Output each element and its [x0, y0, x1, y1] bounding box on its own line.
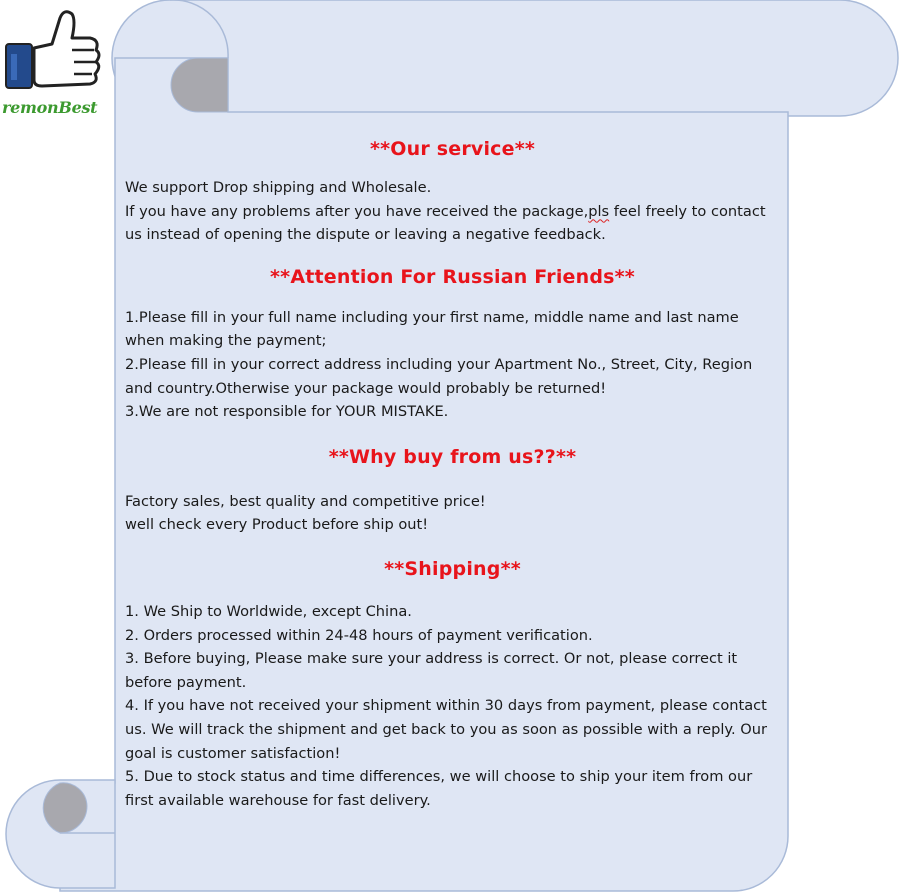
text-run: We support Drop shipping and Wholesale. If you have any problems after you have received the package, — [125, 179, 589, 220]
thumbs-up-icon — [2, 4, 112, 100]
brand-logo-text: remonBest — [2, 98, 98, 117]
spellcheck-marked-word: pls — [588, 202, 610, 220]
paragraph-shipping: 1. We Ship to Worldwide, except China. 2. Orders processed within 24-48 hours of payment verification. 3. Before buying, Please make sure your address is correct. Or not, please correct it before payment. 4. If you have not received your shipment within 30 days from payment, please contact us. We will track the shipment and get back to you as soon as possible with a reply. Our goal is customer satisfaction! 5. Due to stock status and time differences, we will choose to ship your item from our first available warehouse for fast delivery. — [125, 602, 768, 809]
heading-attention-russian: **Attention For Russian Friends** — [270, 265, 635, 288]
heading-shipping: **Shipping** — [384, 557, 521, 580]
text-run: feel freely to contact us instead of opening the dispute or leaving a negative feedback. — [125, 202, 766, 244]
paragraph-attention-russian: 1.Please fill in your full name including your first name, middle name and last name when making the payment; 2.Please fill in your correct address including your Apartment No., Street, City, Region and country.Otherwise your package would probably be returned! 3.We are not responsible for YOUR MISTAKE. — [125, 308, 753, 421]
paragraph-our-service — [125, 176, 780, 247]
scroll-top-curl — [171, 58, 228, 112]
paragraph-why-buy: Factory sales, best quality and competitive price! well check every Product before ship out! — [125, 492, 486, 534]
brand-logo — [2, 4, 112, 120]
document-body — [125, 134, 780, 812]
scroll-top-roll — [112, 0, 898, 116]
heading-why-buy: **Why buy from us??** — [328, 445, 577, 468]
heading-our-service: **Our service** — [369, 138, 536, 160]
